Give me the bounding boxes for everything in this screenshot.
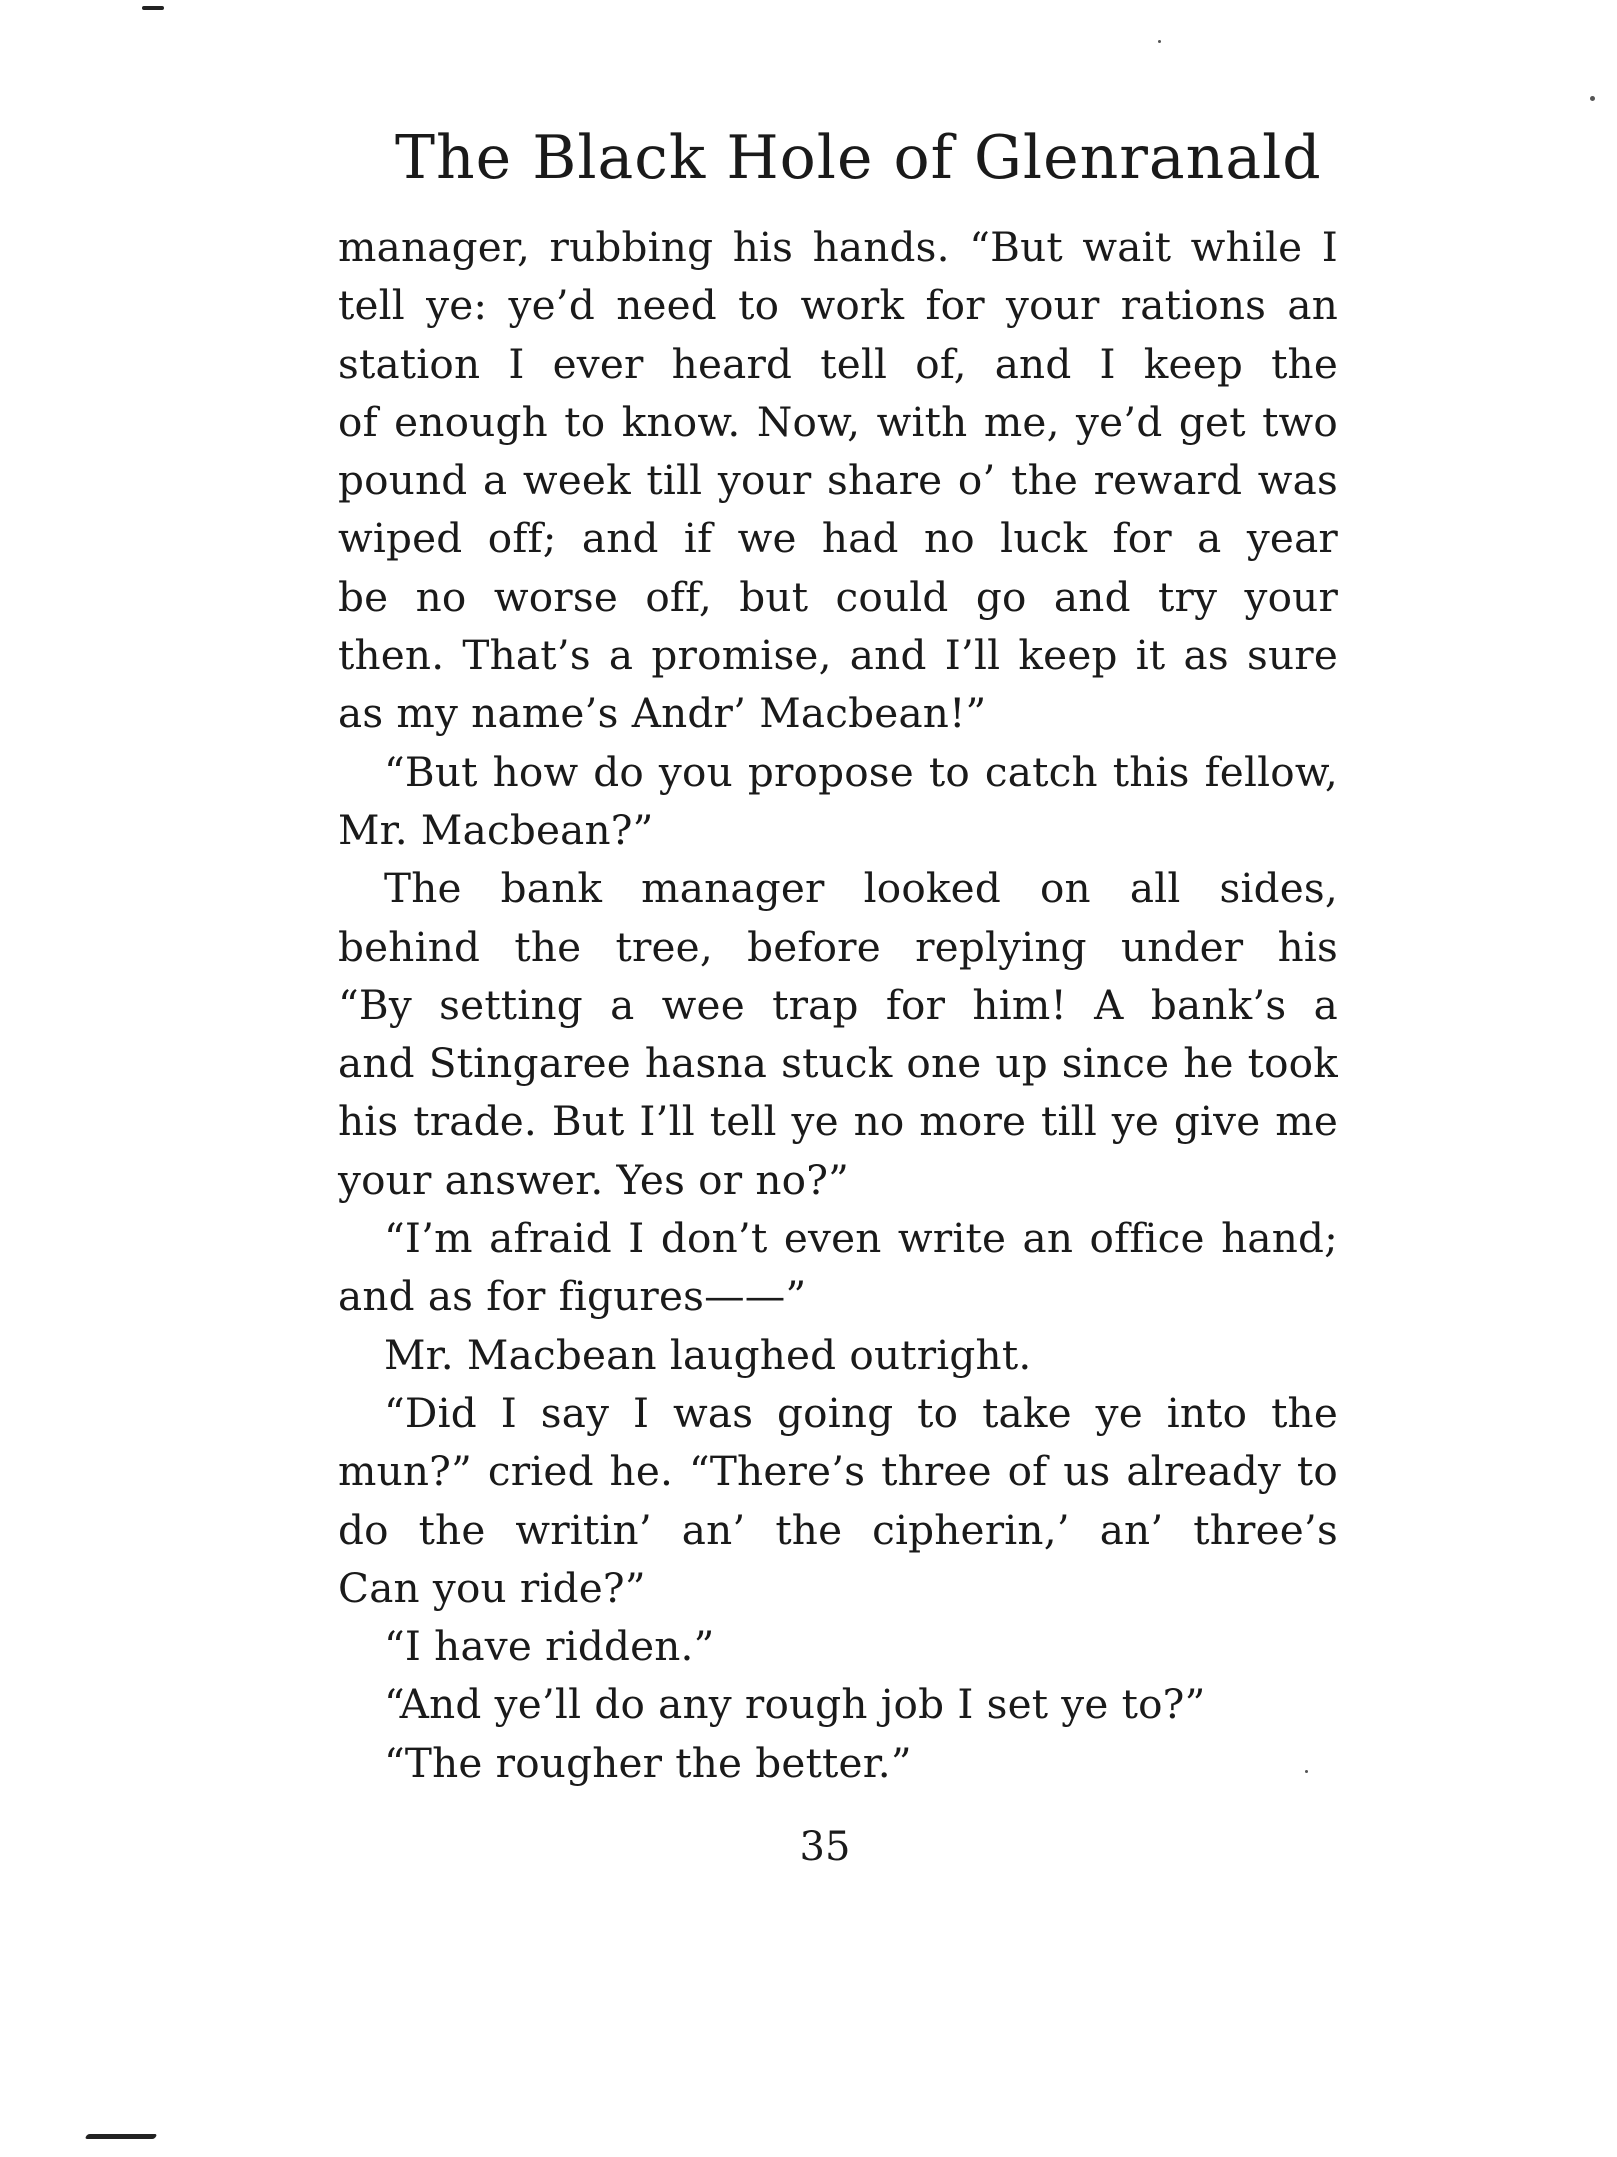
text-line: tell ye: ye’d need to work for your rations an bbox=[338, 281, 1338, 330]
text-line: behind the tree, before replying under his bbox=[338, 922, 1338, 971]
page-number: 35 bbox=[799, 1824, 851, 1870]
text-line: Mr. Macbean?” bbox=[338, 805, 654, 854]
text-line: and as for figures——” bbox=[338, 1272, 807, 1321]
text-line: wiped off; and if we had no luck for a year bbox=[338, 514, 1338, 563]
text-line: do the writin’ an’ the cipherin,’ an’ three’s bbox=[338, 1505, 1338, 1554]
scan-mark-bottom bbox=[85, 2134, 158, 2139]
text-line: Can you ride?” bbox=[338, 1563, 646, 1612]
text-line: of enough to know. Now, with me, ye’d get two bbox=[338, 397, 1338, 446]
text-line: and Stingaree hasna stuck one up since he took bbox=[338, 1039, 1338, 1088]
text-line: pound a week till your share o’ the reward was bbox=[338, 456, 1338, 505]
text-line: your answer. Yes or no?” bbox=[338, 1155, 850, 1204]
text-line: “By setting a wee trap for him! A bank’s a bbox=[338, 980, 1338, 1029]
scan-speck bbox=[1158, 40, 1161, 43]
text-line: mun?” cried he. “There’s three of us already to bbox=[338, 1447, 1338, 1496]
text-line: manager, rubbing his hands. “But wait while I bbox=[338, 223, 1338, 271]
text-line: “And ye’ll do any rough job I set ye to?” bbox=[384, 1680, 1206, 1729]
scan-speck bbox=[1590, 96, 1595, 101]
text-line: his trade. But I’ll tell ye no more till ye give me bbox=[338, 1097, 1338, 1146]
text-line: “Did I say I was going to take ye into the bbox=[384, 1388, 1338, 1437]
text-line: “But how do you propose to catch this fellow, bbox=[384, 747, 1338, 796]
text-line: be no worse off, but could go and try your bbox=[338, 572, 1338, 621]
text-line: “The rougher the better.” bbox=[384, 1738, 912, 1787]
text-line: as my name’s Andr’ Macbean!” bbox=[338, 689, 987, 738]
text-line: The bank manager looked on all sides, bbox=[384, 864, 1338, 913]
text-line: then. That’s a promise, and I’ll keep it as sure bbox=[338, 631, 1338, 680]
text-line: “I’m afraid I don’t even write an office hand; bbox=[384, 1214, 1338, 1263]
body-text bbox=[338, 218, 1338, 1792]
text-line: station I ever heard tell of, and I keep the bbox=[338, 339, 1338, 388]
running-head: The Black Hole of Glenranald bbox=[395, 123, 1322, 193]
scan-mark-top bbox=[142, 6, 164, 10]
text-line: “I have ridden.” bbox=[384, 1622, 715, 1671]
text-line: Mr. Macbean laughed outright. bbox=[384, 1330, 1032, 1379]
